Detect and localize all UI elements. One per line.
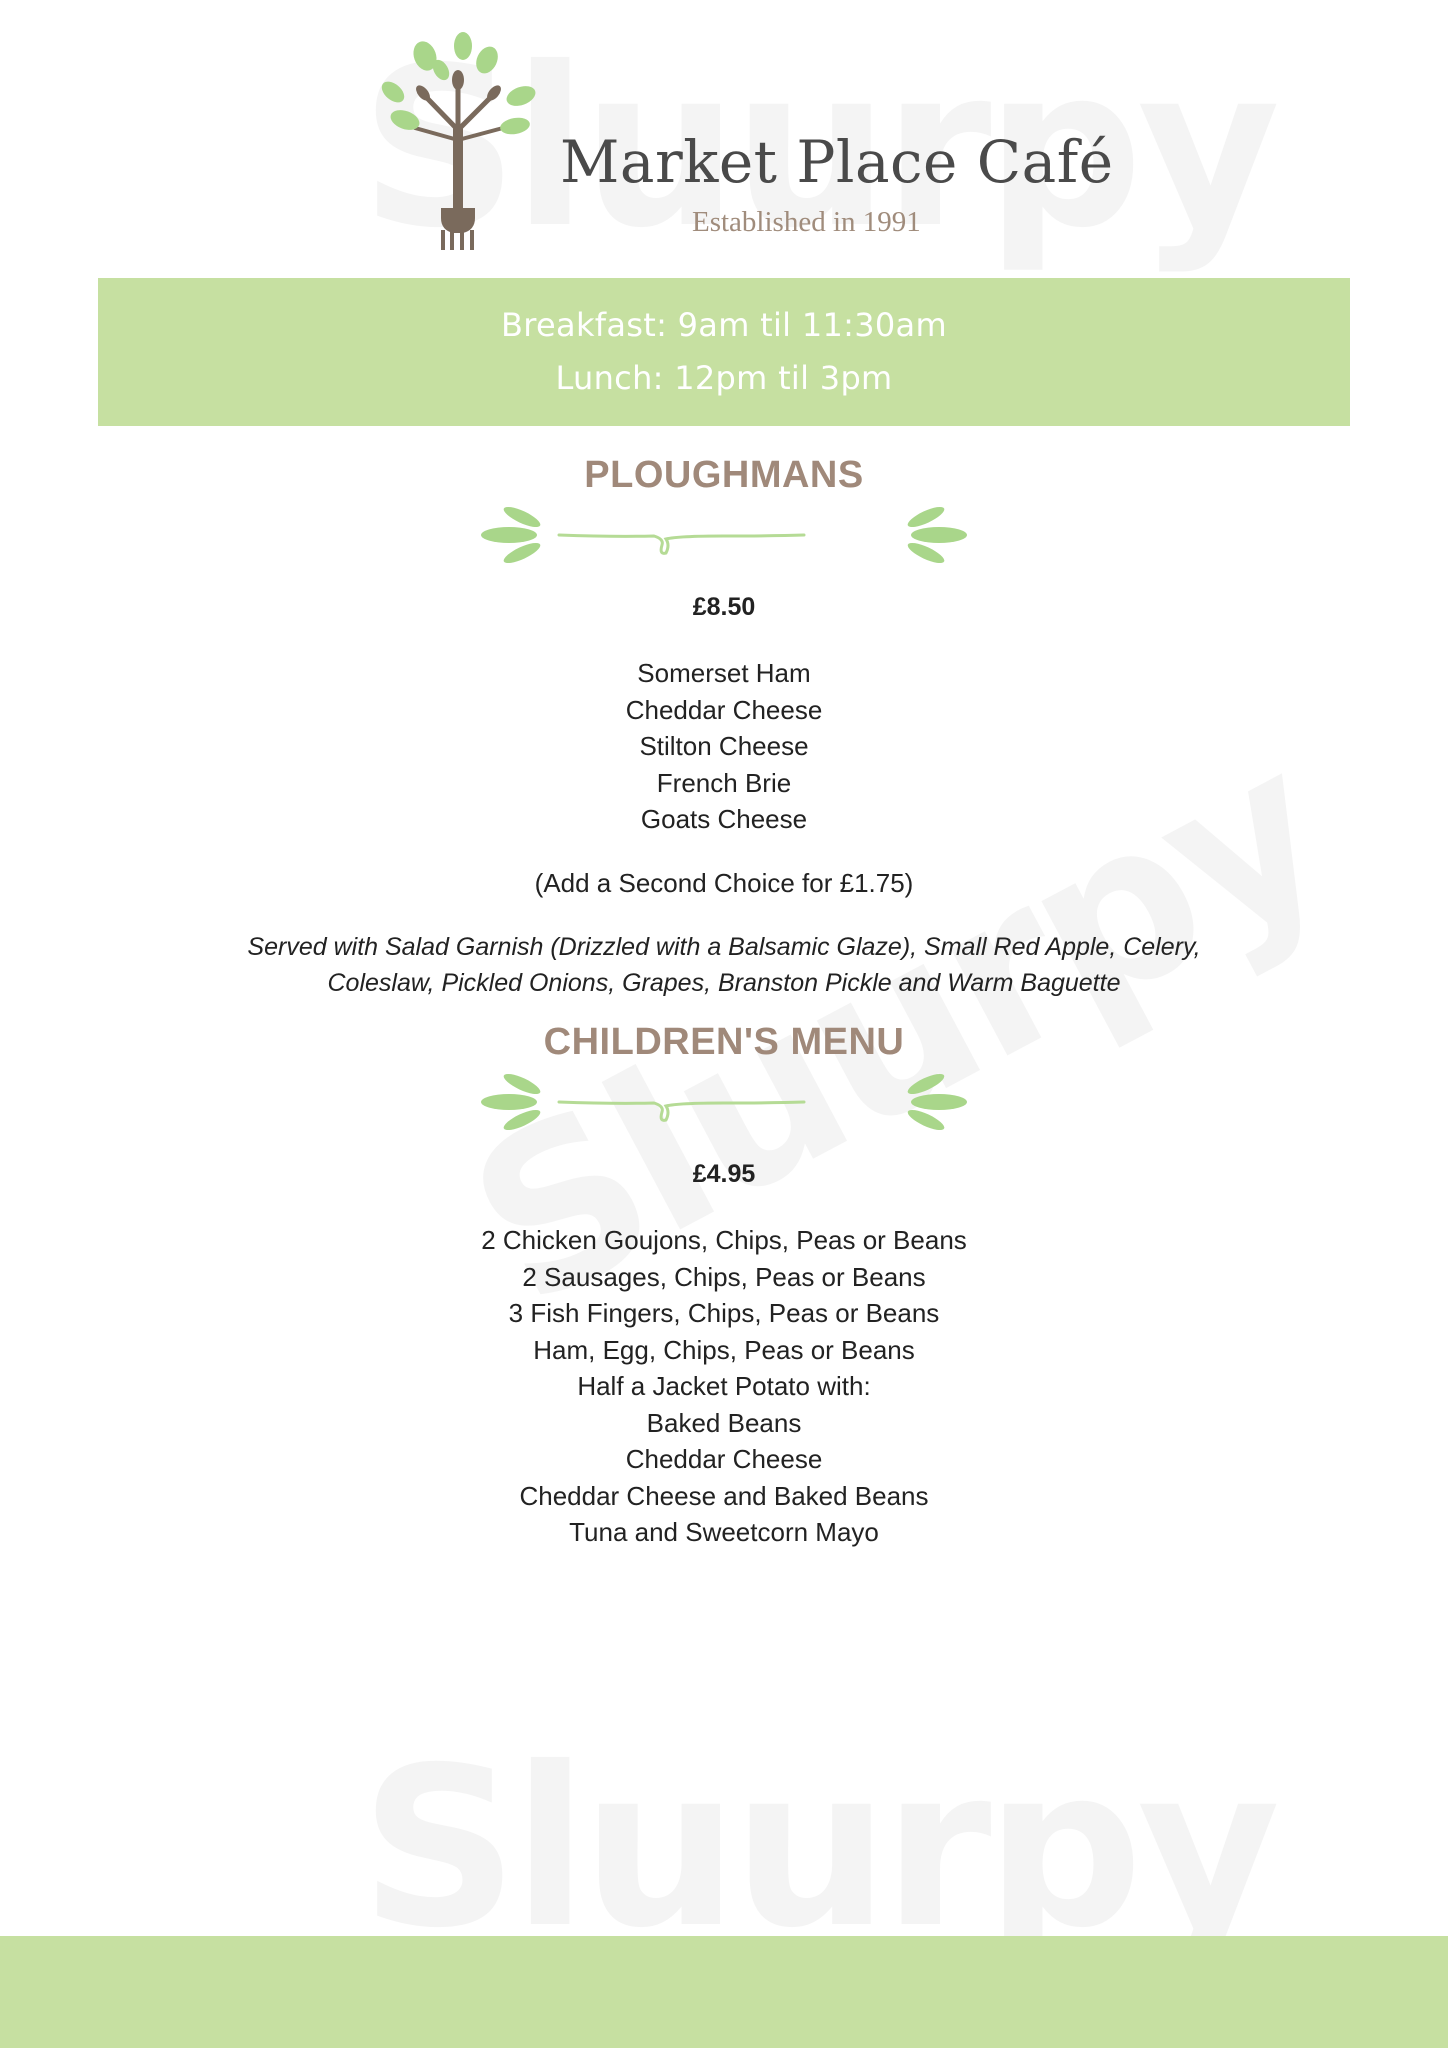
menu-item: Ham, Egg, Chips, Peas or Beans [533, 1334, 915, 1365]
header [0, 30, 1448, 260]
second-choice-note: (Add a Second Choice for £1.75) [534, 867, 914, 898]
opening-hours-band [98, 278, 1350, 426]
section-title-ploughmans: PLOUGHMANS [584, 454, 864, 496]
ploughmans-items [0, 655, 1448, 838]
menu-item: Cheddar Cheese and Baked Beans [519, 1480, 929, 1511]
menu-item: French Brie [656, 767, 792, 798]
cafe-name: Market Place Café [560, 128, 1114, 196]
ploughmans-section [0, 454, 1448, 1002]
menu-item: Baked Beans [646, 1407, 802, 1438]
childrens-items [0, 1222, 1448, 1551]
breakfast-hours: Breakfast: 9am til 11:30am [501, 306, 947, 344]
menu-item: 2 Chicken Goujons, Chips, Peas or Beans [481, 1225, 967, 1255]
menu-item: Stilton Cheese [639, 731, 809, 761]
section-title-childrens-menu: CHILDREN'S MENU [543, 1021, 905, 1063]
childrens-price: £4.95 [692, 1160, 756, 1188]
ploughmans-price: £8.50 [692, 593, 756, 621]
served-with-description [0, 929, 1448, 1002]
menu-item: Tuna and Sweetcorn Mayo [569, 1517, 879, 1547]
childrens-menu-section [0, 1021, 1448, 1551]
footer-band [0, 1936, 1448, 2048]
menu-item: 3 Fish Fingers, Chips, Peas or Beans [508, 1298, 940, 1328]
leaf-divider-icon [474, 1062, 974, 1142]
lunch-hours: Lunch: 12pm til 3pm [555, 359, 893, 397]
menu-item: Somerset Ham [637, 658, 811, 688]
established-tagline: Established in 1991 [692, 206, 921, 238]
menu-item: Half a Jacket Potato with: [577, 1371, 871, 1401]
menu-item: Cheddar Cheese [625, 1444, 823, 1474]
menu-item: 2 Sausages, Chips, Peas or Beans [522, 1261, 926, 1292]
menu-item: Cheddar Cheese [625, 694, 823, 725]
fork-tree-logo-icon [375, 30, 545, 250]
leaf-divider-icon [474, 495, 974, 575]
served-with-line: Coleslaw, Pickled Onions, Grapes, Branston Pickle and Warm Baguette [327, 969, 1121, 997]
menu-item: Goats Cheese [640, 804, 808, 834]
served-with-line: Served with Salad Garnish (Drizzled with a Balsamic Glaze), Small Red Apple, Celery, [247, 932, 1201, 961]
